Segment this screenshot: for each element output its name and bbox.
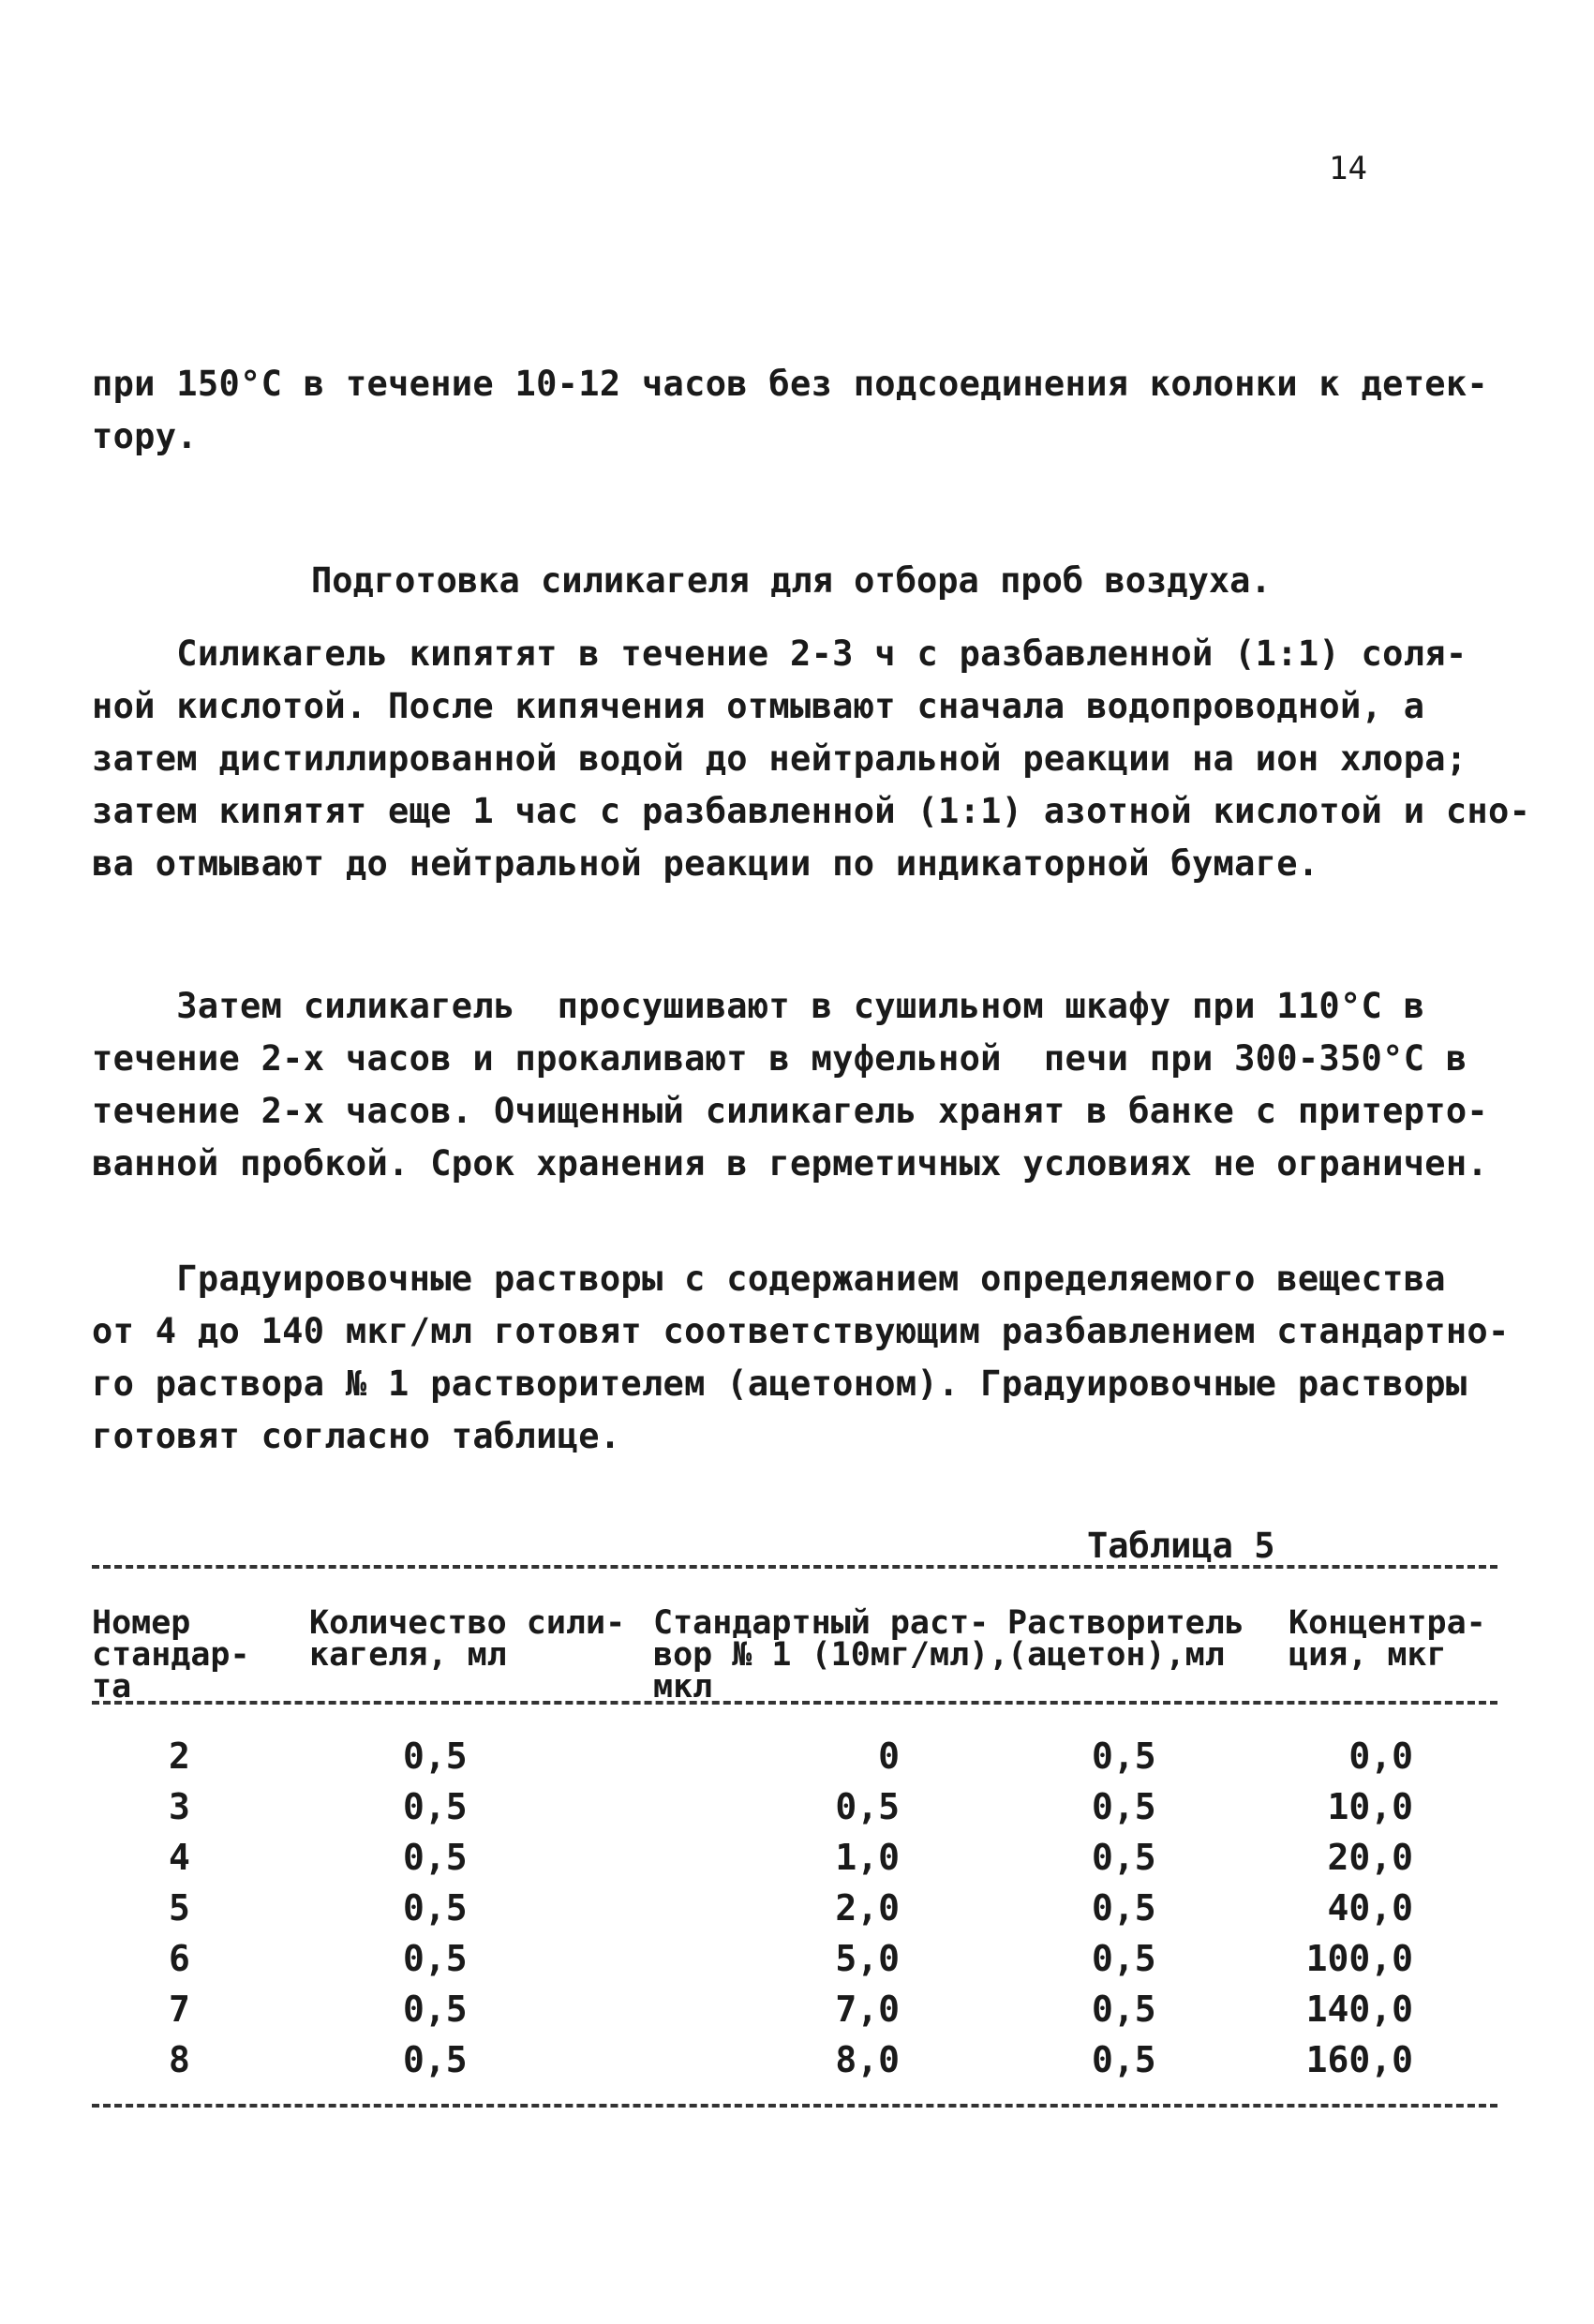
cell-standard-number: 2 xyxy=(169,1736,190,1777)
paragraph-silica-drying xyxy=(92,980,1489,1190)
section-heading: Подготовка силикагеля для отбора проб воздуха. xyxy=(311,560,1272,601)
table-row xyxy=(0,1887,1594,1938)
paragraph-line: течение 2-х часов и прокаливают в муфельной печи при 300-350°С в xyxy=(92,1038,1467,1079)
cell-solvent: 0,5 xyxy=(1092,1837,1156,1878)
cell-silica-amount: 0,5 xyxy=(403,1989,468,2030)
cell-standard-number: 8 xyxy=(169,2039,190,2080)
header-standard-number: Номер стандар- та xyxy=(92,1604,250,1706)
paragraph-line: Градуировочные растворы с содержанием определяемого вещества xyxy=(92,1259,1446,1299)
paragraph-line: затем дистиллированной водой до нейтральной реакции на ион хлора; xyxy=(92,738,1467,779)
paragraph-line: ной кислотой. После кипячения отмывают сначала водопроводной, а xyxy=(92,686,1425,726)
intro-line: при 150°С в течение 10-12 часов без подсоединения колонки к детек- xyxy=(92,364,1489,404)
cell-concentration: 10,0 xyxy=(1327,1786,1413,1827)
intro-paragraph xyxy=(92,358,1489,463)
page-number: 14 xyxy=(1329,150,1367,187)
paragraph-line: затем кипятят еще 1 час с разбавленной (1:1) азотной кислотой и сно- xyxy=(92,791,1531,831)
cell-standard-solution: 7,0 xyxy=(835,1989,900,2030)
cell-concentration: 100,0 xyxy=(1305,1938,1413,1979)
cell-standard-number: 7 xyxy=(169,1989,190,2030)
paragraph-line: ва отмывают до нейтральной реакции по индикаторной бумаге. xyxy=(92,843,1319,884)
cell-silica-amount: 0,5 xyxy=(403,1837,468,1878)
cell-silica-amount: 0,5 xyxy=(403,2039,468,2080)
cell-silica-amount: 0,5 xyxy=(403,1938,468,1979)
paragraph-line: го раствора № 1 растворителем (ацетоном). Градуировочные растворы xyxy=(92,1363,1467,1404)
header-concentration: Концентра- ция, мкг xyxy=(1289,1604,1486,1674)
cell-solvent: 0,5 xyxy=(1092,1786,1156,1827)
cell-standard-number: 5 xyxy=(169,1887,190,1929)
header-solvent: Растворитель (ацетон),мл xyxy=(1007,1604,1244,1674)
cell-silica-amount: 0,5 xyxy=(403,1887,468,1929)
paragraph-line: готовят согласно таблице. xyxy=(92,1416,621,1456)
cell-solvent: 0,5 xyxy=(1092,1989,1156,2030)
cell-solvent: 0,5 xyxy=(1092,1736,1156,1777)
cell-concentration: 140,0 xyxy=(1305,1989,1413,2030)
table-body xyxy=(0,1736,1594,2090)
cell-solvent: 0,5 xyxy=(1092,1938,1156,1979)
table-header-rule xyxy=(92,1701,1497,1705)
cell-standard-solution: 8,0 xyxy=(835,2039,900,2080)
table-row xyxy=(0,1736,1594,1786)
table-bottom-rule xyxy=(92,2104,1497,2108)
cell-standard-solution: 2,0 xyxy=(835,1887,900,1929)
cell-standard-number: 4 xyxy=(169,1837,190,1878)
header-standard-solution: Стандартный раст- вор № 1 (10мг/мл), мкл xyxy=(653,1604,1009,1706)
cell-silica-amount: 0,5 xyxy=(403,1786,468,1827)
header-silica-amount: Количество сили- кагеля, мл xyxy=(309,1604,626,1674)
cell-standard-solution: 0,5 xyxy=(835,1786,900,1827)
intro-line: тору. xyxy=(92,416,198,456)
cell-silica-amount: 0,5 xyxy=(403,1736,468,1777)
cell-solvent: 0,5 xyxy=(1092,2039,1156,2080)
table-row xyxy=(0,1989,1594,2039)
paragraph-line: течение 2-х часов. Очищенный силикагель хранят в банке с притерто- xyxy=(92,1091,1489,1131)
paragraph-line: Затем силикагель просушивают в сушильном шкафу при 110°С в xyxy=(92,986,1425,1026)
cell-standard-solution: 5,0 xyxy=(835,1938,900,1979)
paragraph-calibration xyxy=(92,1253,1510,1463)
paragraph-line: от 4 до 140 мкг/мл готовят соответствующим разбавлением стандартно- xyxy=(92,1311,1510,1351)
cell-concentration: 160,0 xyxy=(1305,2039,1413,2080)
cell-standard-solution: 1,0 xyxy=(835,1837,900,1878)
cell-standard-solution: 0 xyxy=(878,1736,900,1777)
paragraph-line: ванной пробкой. Срок хранения в герметичных условиях не ограничен. xyxy=(92,1143,1489,1184)
cell-concentration: 20,0 xyxy=(1327,1837,1413,1878)
table-row xyxy=(0,1837,1594,1887)
table-top-rule xyxy=(92,1565,1497,1569)
cell-solvent: 0,5 xyxy=(1092,1887,1156,1929)
table-row xyxy=(0,1938,1594,1989)
cell-standard-number: 3 xyxy=(169,1786,190,1827)
cell-concentration: 0,0 xyxy=(1348,1736,1413,1777)
cell-concentration: 40,0 xyxy=(1327,1887,1413,1929)
table-caption: Таблица 5 xyxy=(1087,1526,1275,1566)
table-row xyxy=(0,1786,1594,1837)
table-row xyxy=(0,2039,1594,2090)
paragraph-line: Силикагель кипятят в течение 2-3 ч с разбавленной (1:1) соля- xyxy=(92,633,1467,674)
paragraph-silica-boiling xyxy=(92,628,1531,890)
cell-standard-number: 6 xyxy=(169,1938,190,1979)
